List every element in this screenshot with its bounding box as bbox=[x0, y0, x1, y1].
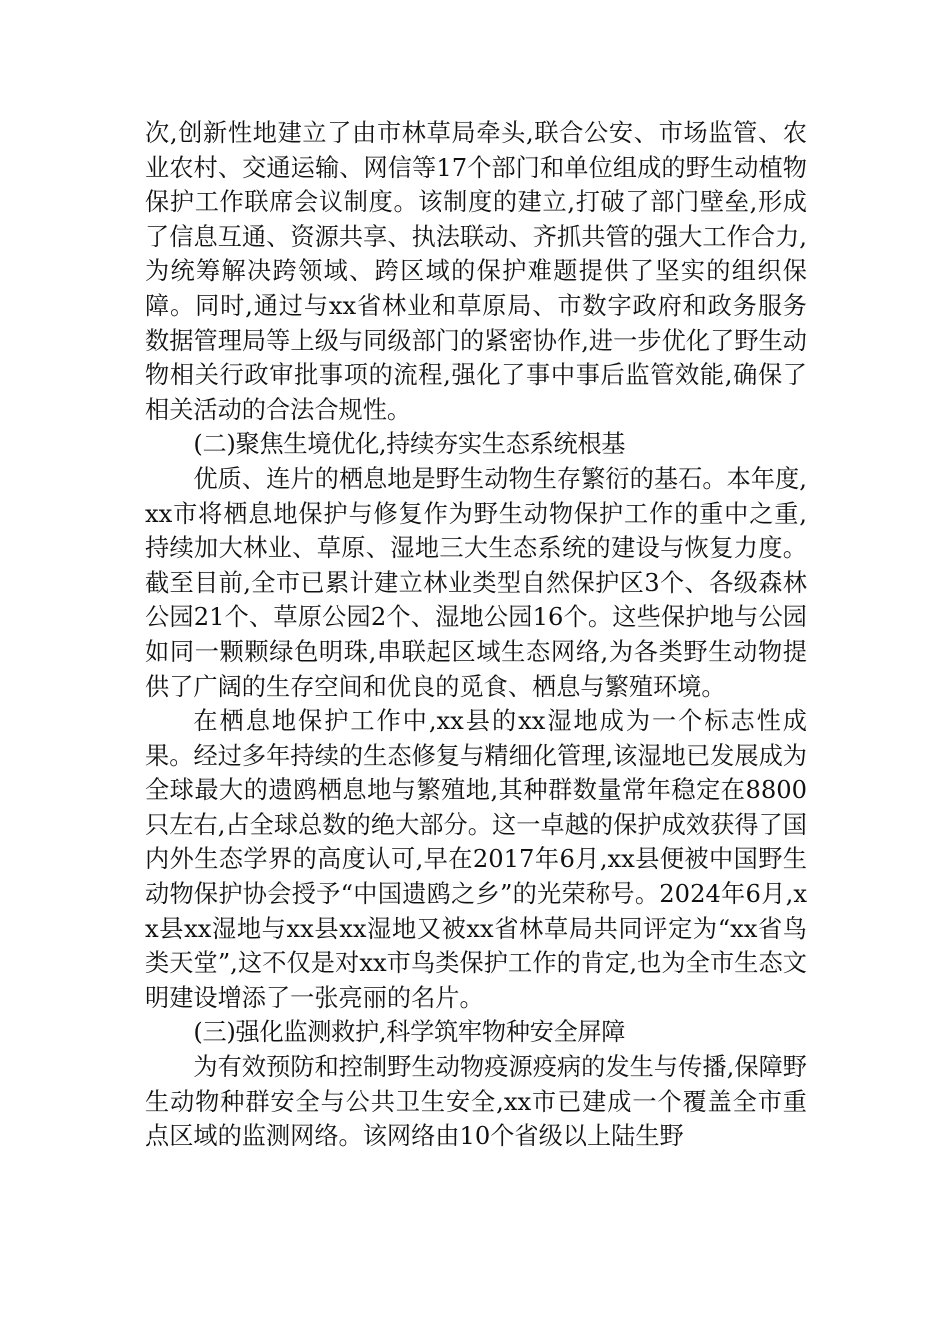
section-heading-monitoring: (三)强化监测救护,科学筑牢物种安全屏障 bbox=[193, 1018, 626, 1047]
document-page bbox=[145, 116, 807, 1154]
paragraph-joint-meeting-system: 次,创新性地建立了由市林草局牵头,联合公安、市场监管、农业农村、交通运输、网信等17个部门和单位组成的野生动植物保护工作联席会议制度。该制度的建立,打破了部门壁垒,形成了信息互通、资源共享、执法联动、齐抓共管的强大工作合力,为统筹解决跨领域、跨区域的保护难题提供了坚实的组织保障。同时,通过与xx省林业和草原局、市数字政府和政务服务数据管理局等上级与同级部门的紧密协作,进一步优化了野生动物相关行政审批事项的流程,强化了事中事后监管效能,确保了相关活动的合法合规性。 bbox=[145, 119, 807, 424]
section-heading-habitat: (二)聚焦生境优化,持续夯实生态系统根基 bbox=[193, 430, 626, 459]
paragraph-habitat-protection: 优质、连片的栖息地是野生动物生存繁衍的基石。本年度,xx市将栖息地保护与修复作为野生动物保护工作的重中之重,持续加大林业、草原、湿地三大生态系统的建设与恢复力度。截至目前,全市已累计建立林业类型自然保护区3个、各级森林公园21个、草原公园2个、湿地公园16个。这些保护地与公园如同一颗颗绿色明珠,串联起区域生态网络,为各类野生动物提供了广阔的生存空间和优良的觅食、栖息与繁殖环境。 bbox=[145, 464, 807, 701]
paragraph-monitoring-network: 为有效预防和控制野生动物疫源疫病的发生与传播,保障野生动物种群安全与公共卫生安全,xx市已建成一个覆盖全市重点区域的监测网络。该网络由10个省级以上陆生野 bbox=[145, 1053, 807, 1151]
paragraph-wetland-achievement: 在栖息地保护工作中,xx县的xx湿地成为一个标志性成果。经过多年持续的生态修复与精细化管理,该湿地已发展成为全球最大的遗鸥栖息地与繁殖地,其种群数量常年稳定在8800只左右,占全球总数的绝大部分。这一卓越的保护成效获得了国内外生态学界的高度认可,早在2017年6月,xx县便被中国野生动物保护协会授予“中国遗鸥之乡”的光荣称号。2024年6月,xx县xx湿地与xx县xx湿地又被xx省林草局共同评定为“xx省鸟类天堂”,这不仅是对xx市鸟类保护工作的肯定,也为全市生态文明建设增添了一张亮丽的名片。 bbox=[145, 707, 807, 1012]
